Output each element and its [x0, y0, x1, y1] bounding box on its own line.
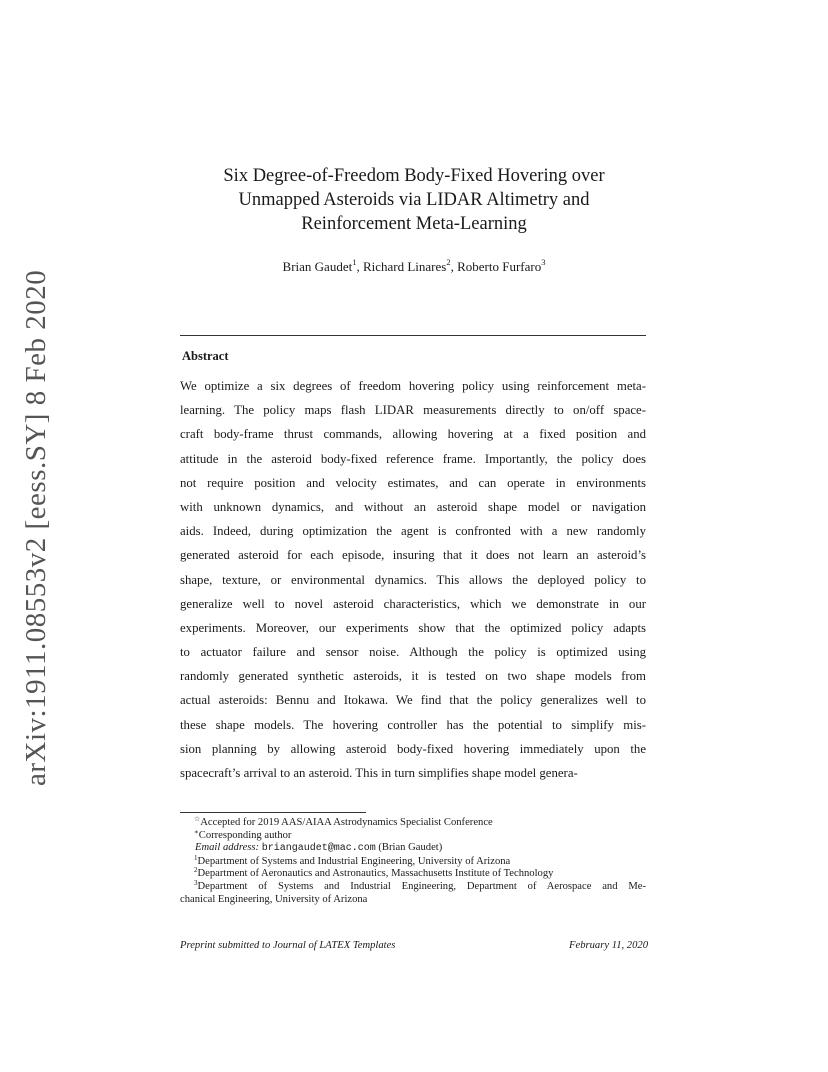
abstract-line: to actuator failure and sensor noise. Although the policy is optimized using	[180, 645, 646, 660]
title-line-1: Six Degree-of-Freedom Body-Fixed Hovering over	[223, 166, 605, 186]
footnote-affiliation-3-continued: chanical Engineering, University of Arizona	[180, 893, 368, 905]
footnote-mark: 3	[194, 878, 198, 887]
abstract-line: sion planning by allowing asteroid body-fixed hovering immediately upon the	[180, 741, 646, 756]
footnote-mark: 1	[194, 853, 198, 862]
abstract-line: craft body-frame thrust commands, allowing hovering at a fixed position and	[180, 427, 646, 442]
email-address-link[interactable]: briangaudet@mac.com	[261, 843, 376, 855]
abstract-line: aids. Indeed, during optimization the agent is confronted with a new randomly	[180, 524, 646, 539]
abstract-top-rule	[180, 335, 646, 336]
preprint-date: February 11, 2020	[569, 940, 648, 951]
arxiv-identifier-stamp: arXiv:1911.08553v2 [eess.SY] 8 Feb 2020	[20, 269, 52, 787]
abstract-line: these shape models. The hovering controller has the potential to simplify mis-	[180, 717, 646, 732]
author-list	[180, 258, 648, 276]
abstract-line: spacecraft’s arrival to an asteroid. This in turn simplifies shape model genera-	[180, 766, 578, 780]
email-owner: (Brian Gaudet)	[378, 842, 443, 854]
abstract-line: experiments. Moreover, our experiments show that the optimized policy adapts	[180, 620, 646, 635]
preprint-footer	[180, 940, 648, 951]
footnote-mark: ∗	[194, 827, 199, 836]
email-label: Email address:	[195, 842, 260, 854]
author-separator: ,	[356, 259, 363, 274]
footnote-corresponding	[180, 827, 646, 843]
author-separator: ,	[450, 259, 458, 274]
abstract-line: actual asteroids: Bennu and Itokawa. We find that the policy generalizes well to	[180, 693, 646, 708]
author-name: Brian Gaudet	[282, 259, 353, 274]
author-affiliation-mark: 1	[352, 257, 357, 267]
footnote-mark: 2	[194, 866, 198, 875]
abstract-heading: Abstract	[182, 349, 229, 363]
abstract-line: randomly generated synthetic asteroids, it is tested on two shape models from	[180, 669, 646, 684]
footnote-affiliation-3	[180, 878, 646, 894]
footnote-mark: ☆	[194, 815, 201, 823]
footnote-text: Department of Systems and Industrial Engineering, University of Arizona	[197, 855, 511, 867]
footnotes	[180, 817, 646, 906]
abstract-line: not require position and velocity estimates, and can operate in environments	[180, 475, 646, 490]
author-affiliation-mark: 3	[541, 257, 546, 267]
author-name: Roberto Furfaro	[457, 259, 542, 274]
abstract-line: shape, texture, or environmental dynamics. This allows the deployed policy to	[180, 572, 646, 587]
footnote-email	[180, 842, 646, 856]
footnote-text: Accepted for 2019 AAS/AIAA Astrodynamics Specialist Conference	[200, 817, 493, 828]
footnote-accepted	[180, 817, 646, 830]
abstract-line: attitude in the asteroid body-fixed reference frame. Importantly, the policy does	[180, 451, 646, 466]
footnote-affiliation-1	[180, 853, 646, 869]
author-name: Richard Linares	[362, 259, 447, 274]
abstract-line: generalize well to novel asteroid characteristics, which we demonstrate in our	[180, 596, 646, 611]
footnote-affiliation-2	[180, 868, 646, 881]
abstract-line: learning. The policy maps flash LIDAR measurements directly to on/off space-	[180, 403, 646, 418]
abstract-body	[180, 374, 646, 785]
footnote-text: Corresponding author	[198, 829, 292, 841]
footnote-rule	[180, 812, 366, 813]
abstract-line: with unknown dynamics, and without an asteroid shape model or navigation	[180, 499, 646, 514]
preprint-journal: Preprint submitted to Journal of LATEX Templates	[180, 940, 396, 951]
paper-title	[180, 164, 648, 236]
author-affiliation-mark: 2	[446, 257, 451, 267]
title-line-3: Reinforcement Meta-Learning	[301, 214, 527, 234]
abstract-line: We optimize a six degrees of freedom hovering policy using reinforcement meta-	[180, 379, 646, 393]
footnote-text: Department of Aeronautics and Astronautics, Massachusetts Institute of Technology	[197, 868, 554, 880]
abstract-line: generated asteroid for each episode, insuring that it does not learn an asteroid’s	[180, 548, 646, 563]
title-line-2: Unmapped Asteroids via LIDAR Altimetry and	[238, 190, 590, 210]
footnote-text: Department of Systems and Industrial Engineering, Department of Aerospace and Me-	[197, 880, 646, 892]
